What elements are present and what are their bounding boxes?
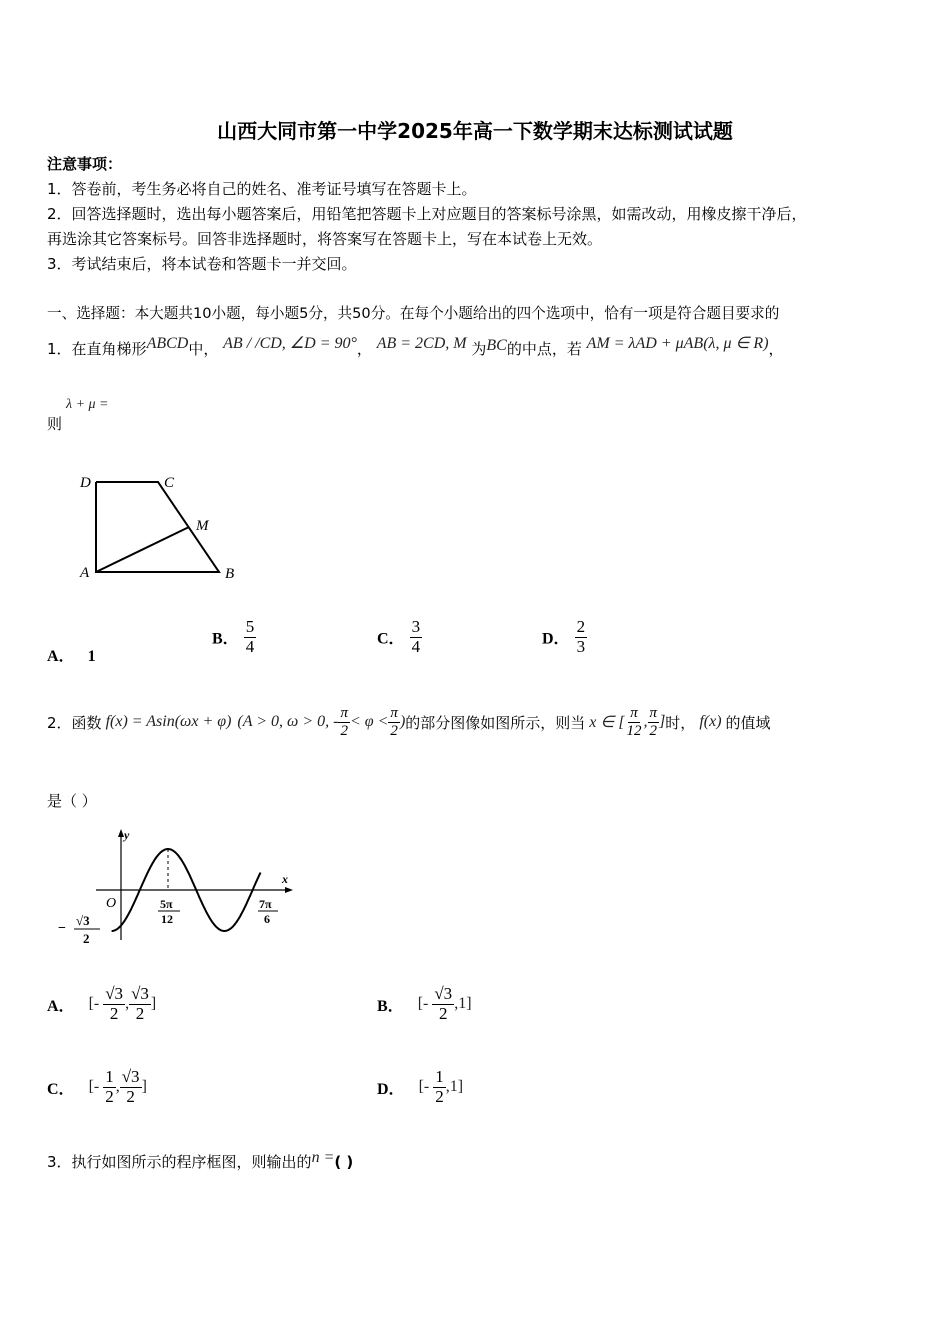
option-letter: A．	[47, 997, 75, 1015]
notice-heading: 注意事项：	[47, 155, 123, 173]
q1-text-1: 在直角梯形	[71, 340, 147, 358]
label-c: C	[164, 475, 175, 491]
origin-label: O	[106, 896, 117, 911]
y-axis-label: y	[124, 828, 130, 842]
q3-line	[47, 1151, 353, 1172]
tick-7pi6-num: 7π	[259, 897, 272, 911]
q1-option-a[interactable]	[47, 643, 96, 666]
q2-option-a[interactable]: A． [- $\frac{√3}{2}$ , $\frac{√3}{2}$ ]	[47, 984, 157, 1023]
tick-5pi12-den: 12	[161, 912, 173, 926]
q1-text-3: ，	[356, 340, 372, 358]
q2-text-3: 时，	[665, 713, 696, 732]
q1-then: 则	[47, 415, 63, 433]
option-letter: C．	[377, 630, 405, 648]
x-axis-label: x	[282, 872, 288, 886]
q1-math-sum: λ + μ =	[66, 397, 109, 412]
neg-den: 2	[83, 931, 90, 946]
q3-text-2: ( )	[334, 1153, 354, 1171]
option-letter: A．	[47, 648, 75, 665]
notice-item-2: 2．回答选择题时，选出每小题答案后，用铅笔把答题卡上对应题目的答案标号涂黑，如需改动，用橡皮擦干净后，	[47, 205, 807, 223]
tick-5pi12-num: 5π	[160, 897, 173, 911]
q2-math-interval-a: x ∈ [	[589, 714, 625, 731]
notice-item-3: 3．考试结束后，将本试卷和答题卡一并交回。	[47, 255, 357, 273]
q2-frac-pi2-a: $\frac{\pi}{2}$	[340, 705, 348, 739]
q3-number: 3．	[47, 1153, 72, 1171]
label-a: A	[80, 565, 90, 581]
label-b: B	[225, 566, 235, 582]
tick-7pi6-den: 6	[264, 912, 270, 926]
q3-text-1: 执行如图所示的程序框图，则输出的	[71, 1153, 312, 1171]
q2-text-1: 函数	[71, 713, 102, 732]
q2-option-d[interactable]: D． [- $\frac{1}{2}$ ,1]	[377, 1067, 464, 1106]
q1-text-2: 中，	[188, 340, 219, 358]
page-title: 山西大同市第一中学2025年高一下数学期末达标测试试题	[217, 119, 733, 143]
q1-math-parallel: AB / /CD, ∠D = 90°	[223, 335, 357, 352]
q1-text-4: 为	[471, 340, 487, 358]
q1-math-abcd: ABCD	[146, 335, 189, 352]
notice-item-2-cont: 再选涂其它答案标号。回答非选择题时，将答案写在答题卡上，写在本试卷上无效。	[47, 230, 603, 248]
q2-frac-pi2-b: $\frac{\pi}{2}$	[390, 705, 398, 739]
q2-math-cond-a: (A > 0, ω > 0, -	[237, 713, 339, 730]
option-fraction: $\frac{5}{4}$	[245, 617, 255, 656]
q2-option-b[interactable]: B． [- $\frac{√3}{2}$ ,1]	[377, 984, 472, 1023]
section-heading: 一、选择题：本大题共10小题，每小题5分，共50分。在每个小题给出的四个选项中，恰有一项是符合题目要求的	[47, 305, 780, 322]
q2-frac-pi2-c: $\frac{\pi}{2}$	[649, 705, 658, 739]
q2-line: 2． 函数 f(x) = Asin(ωx + φ) (A > 0, ω > 0, - $\frac{\pi}{2}$ < φ < $\frac{\pi}{2}$ ) 的部分图像如图所示，则当 x ∈ [ $\frac{\pi}{12}$ , $\frac{\pi}{2}$ ] 时， f(x) 的值域	[47, 705, 771, 739]
q2-graph-figure	[56, 825, 306, 955]
q1-option-d[interactable]	[542, 618, 587, 656]
q1-math-am: AM = λAD + μAB(λ, μ ∈ R)	[586, 335, 769, 352]
q2-number: 2．	[47, 713, 72, 732]
neg-sign: −	[58, 921, 66, 936]
q2-frac-pi12: $\frac{\pi}{12}$	[626, 705, 642, 739]
option-fraction: $\frac{3}{4}$	[411, 617, 421, 656]
q2-text-2: 的部分图像如图所示，则当	[405, 713, 586, 732]
option-fraction: $\frac{2}{3}$	[576, 617, 586, 656]
q1-line	[47, 335, 784, 359]
q2-text-4: 的值域	[725, 713, 771, 732]
option-letter: C．	[47, 1080, 75, 1098]
q2-math-fx: f(x)	[699, 713, 722, 730]
q2-option-c[interactable]: C． [- $\frac{1}{2}$ , $\frac{√3}{2}$ ]	[47, 1067, 147, 1106]
option-letter: D．	[542, 630, 570, 648]
q2-math-cond-c: )	[399, 713, 406, 730]
q3-math-n: n =	[311, 1149, 335, 1166]
q2-text-5: 是（ ）	[47, 792, 97, 810]
neg-sqrt3: √3	[76, 913, 90, 928]
option-value: 1	[87, 648, 96, 665]
q1-text-5: 的中点，若	[506, 340, 582, 358]
notice-item-1: 1．答卷前，考生务必将自己的姓名、准考证号填写在答题卡上。	[47, 180, 477, 198]
q1-number: 1．	[47, 340, 72, 358]
q1-trapezoid-figure	[70, 465, 250, 590]
q1-text-6: ，	[768, 340, 784, 358]
option-letter: D．	[377, 1080, 405, 1098]
q1-option-c[interactable]	[377, 618, 422, 656]
q2-math-cond-b: < φ <	[349, 713, 389, 730]
label-d: D	[80, 475, 91, 491]
option-letter: B．	[377, 997, 404, 1015]
label-m: M	[196, 518, 209, 534]
q1-math-ab2cd: AB = 2CD, M	[376, 335, 467, 352]
q1-option-b[interactable]	[212, 618, 256, 656]
option-letter: B．	[212, 630, 239, 648]
q2-math-interval-d: ]	[659, 713, 666, 730]
q1-math-bc: BC	[486, 337, 507, 354]
q2-math-func: f(x) = Asin(ωx + φ)	[105, 713, 232, 730]
